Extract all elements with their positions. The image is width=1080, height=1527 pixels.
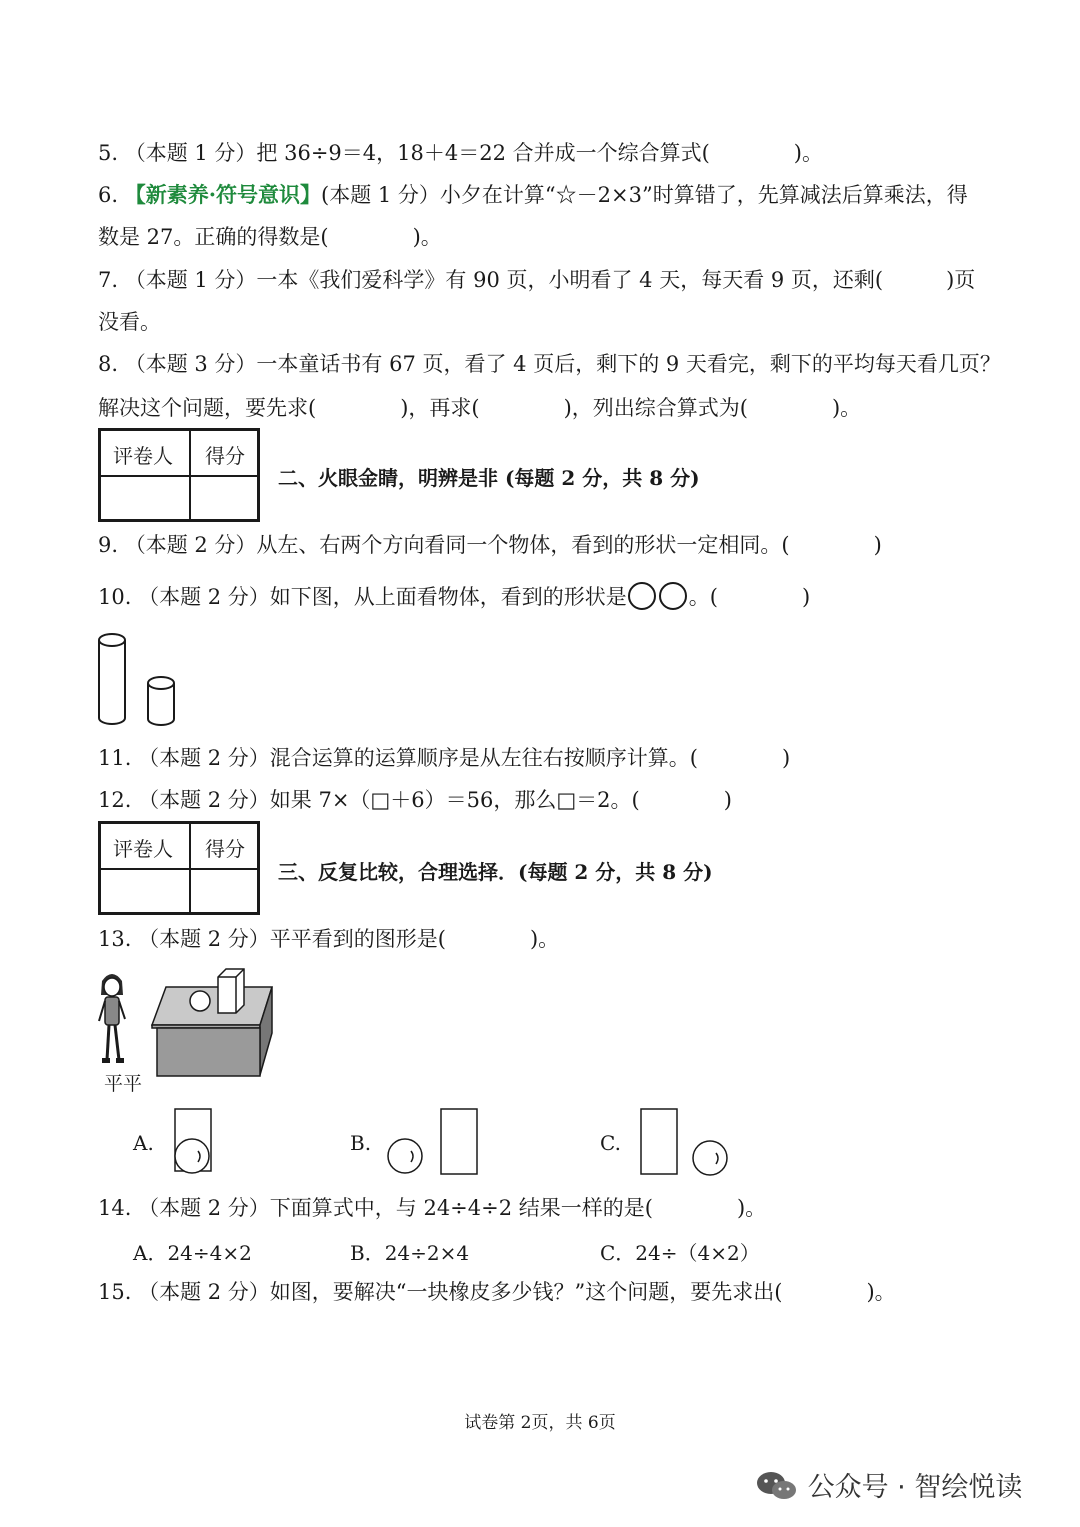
option-a[interactable]: A．24÷4×2	[133, 1241, 252, 1265]
question-8-continued: 解决这个问题，要先求( )，再求( )，列出综合算式为( )。	[98, 396, 862, 420]
score-cell[interactable]	[191, 870, 257, 912]
score-cell[interactable]	[191, 477, 257, 519]
reviewer-cell[interactable]	[101, 477, 189, 519]
reviewer-label: 评卷人	[113, 837, 173, 861]
section-2-title: 二、火眼金睛，明辨是非 (每题 2 分，共 8 分)	[278, 466, 700, 490]
reviewer-label: 评卷人	[113, 444, 173, 468]
question-6-continued: 数是 27。正确的得数是( )。	[98, 225, 442, 249]
section-3-title: 三、反复比较，合理选择．(每题 2 分，共 8 分)	[278, 860, 713, 884]
page-footer: 试卷第 2页，共 6页	[464, 1413, 616, 1433]
option-c[interactable]: C．24÷（4×2）	[600, 1241, 760, 1265]
question-8: 8. （本题 3 分）一本童话书有 67 页，看了 4 页后，剩下的 9 天看完，剩下的平均每天看几页？	[98, 352, 1001, 376]
girl-figure	[99, 974, 125, 1063]
option-a-label[interactable]: A.	[133, 1131, 154, 1155]
option-b-label[interactable]: B.	[350, 1131, 372, 1155]
question-6-text: (本题 1 分）小夕在计算“☆－2×3”时算错了，先算减法后算乘法，得	[321, 183, 968, 207]
question-10-answer: 。( )	[688, 585, 811, 609]
option-b[interactable]: B．24÷2×4	[350, 1241, 470, 1265]
two-circles-icon	[627, 581, 689, 611]
question-6-tag: 【新素养·符号意识】	[124, 182, 322, 207]
question-14: 14. （本题 2 分）下面算式中，与 24÷4÷2 结果一样的是( )。	[98, 1196, 767, 1220]
score-label: 得分	[205, 837, 245, 861]
question-7-continued: 没看。	[98, 310, 161, 334]
question-12: 12. （本题 2 分）如果 7×（□＋6）＝56，那么□＝2。( )	[98, 788, 732, 812]
person-label: 平平	[104, 1073, 143, 1095]
wechat-icon	[755, 1470, 799, 1502]
score-label: 得分	[205, 444, 245, 468]
question-10	[98, 581, 810, 611]
score-table-2	[98, 821, 260, 915]
question-10-text: 10. （本题 2 分）如下图，从上面看物体，看到的形状是	[98, 585, 627, 609]
question-9: 9. （本题 2 分）从左、右两个方向看同一个物体，看到的形状一定相同。( )	[98, 533, 882, 557]
watermark	[755, 1465, 1022, 1504]
option-a-figure[interactable]	[170, 1106, 216, 1176]
watermark-text: 公众号 · 智绘悦读	[807, 1472, 1023, 1503]
question-15: 15. （本题 2 分）如图，要解决“一块橡皮多少钱？”这个问题，要先求出( )。	[98, 1280, 896, 1304]
score-table-1	[98, 428, 260, 522]
option-c-label[interactable]: C.	[600, 1131, 621, 1155]
question-13: 13. （本题 2 分）平平看到的图形是( )。	[98, 927, 560, 951]
option-c-figure[interactable]	[638, 1106, 732, 1176]
reviewer-cell[interactable]	[101, 870, 189, 912]
cylinders-figure	[92, 628, 192, 732]
option-b-figure[interactable]	[385, 1106, 485, 1176]
question-7: 7. （本题 1 分）一本《我们爱科学》有 90 页，小明看了 4 天，每天看 9 页，还剩( )页	[98, 268, 976, 292]
question-11: 11. （本题 2 分）混合运算的运算顺序是从左往右按顺序计算。( )	[98, 746, 791, 770]
question-5: 5. （本题 1 分）把 36÷9＝4，18＋4＝22 合并成一个综合算式( )。	[98, 141, 824, 165]
table-with-objects	[152, 969, 272, 1076]
question-6: 6. 【新素养·符号意识】(本题 1 分）小夕在计算“☆－2×3”时算错了，先算减法后算乘法，得	[98, 182, 968, 207]
